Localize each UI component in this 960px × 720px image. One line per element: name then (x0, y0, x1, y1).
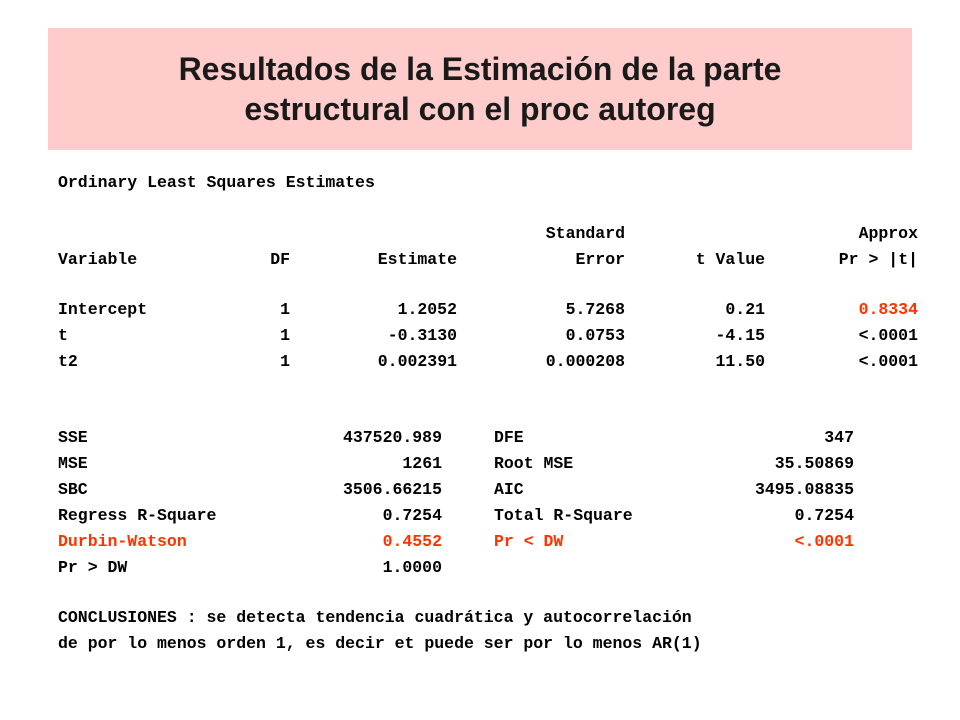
cell-tvalue: 11.50 (715, 352, 765, 371)
pr-dw-label: Pr < DW (494, 532, 564, 551)
cell-variable: Intercept (58, 300, 148, 319)
stat-label: MSE (58, 454, 88, 473)
stat-value: 3506.66215 (342, 480, 442, 499)
pr-dw-value: <.0001 (794, 532, 854, 551)
cell-error: 0.000208 (545, 352, 625, 371)
cell-variable: t2 (58, 352, 78, 371)
durbin-watson-value: 0.4552 (382, 532, 442, 551)
stat-value: 437520.989 (342, 428, 442, 447)
stat-label: Total R-Square (494, 506, 633, 525)
cell-error: 0.0753 (565, 326, 625, 345)
conclusion-line-1: CONCLUSIONES : se detecta tendencia cuadrática y autocorrelación (58, 608, 692, 627)
title-line-2: estructural con el proc autoreg (244, 91, 716, 127)
stat-value: 1.0000 (382, 558, 442, 577)
header-error: Error (575, 250, 625, 269)
header-variable: Variable (58, 250, 138, 269)
cell-error: 5.7268 (565, 300, 625, 319)
header-standard: Standard (545, 224, 625, 243)
durbin-watson-label: Durbin-Watson (58, 532, 187, 551)
cell-df: 1 (280, 326, 290, 345)
title-line-1: Resultados de la Estimación de la parte (178, 51, 782, 87)
stat-label: DFE (494, 428, 524, 447)
conclusion-line-2: de por lo menos orden 1, es decir et puede ser por lo menos AR(1) (58, 634, 702, 653)
cell-estimate: -0.3130 (387, 326, 457, 345)
title-banner (48, 28, 912, 150)
stat-value: 0.7254 (382, 506, 442, 525)
cell-variable: t (58, 326, 68, 345)
stat-value: 0.7254 (794, 506, 854, 525)
stat-label: Root MSE (494, 454, 574, 473)
section-heading: Ordinary Least Squares Estimates (58, 173, 375, 192)
header-approx: Approx (858, 224, 918, 243)
cell-tvalue: 0.21 (725, 300, 765, 319)
stat-value: 347 (824, 428, 854, 447)
cell-pr-highlighted: 0.8334 (858, 300, 918, 319)
cell-pr: <.0001 (858, 352, 918, 371)
cell-df: 1 (280, 352, 290, 371)
cell-estimate: 0.002391 (377, 352, 457, 371)
header-pr: Pr > |t| (838, 250, 918, 269)
cell-estimate: 1.2052 (397, 300, 457, 319)
cell-pr: <.0001 (858, 326, 918, 345)
stat-label: Pr > DW (58, 558, 128, 577)
stat-label: SBC (58, 480, 88, 499)
stat-label: AIC (494, 480, 524, 499)
header-df: DF (270, 250, 290, 269)
stat-label: SSE (58, 428, 88, 447)
header-estimate: Estimate (377, 250, 457, 269)
stat-value: 1261 (402, 454, 442, 473)
cell-tvalue: -4.15 (715, 326, 765, 345)
stat-label: Regress R-Square (58, 506, 217, 525)
stat-value: 35.50869 (774, 454, 854, 473)
header-tvalue: t Value (695, 250, 765, 269)
cell-df: 1 (280, 300, 290, 319)
stat-value: 3495.08835 (754, 480, 854, 499)
